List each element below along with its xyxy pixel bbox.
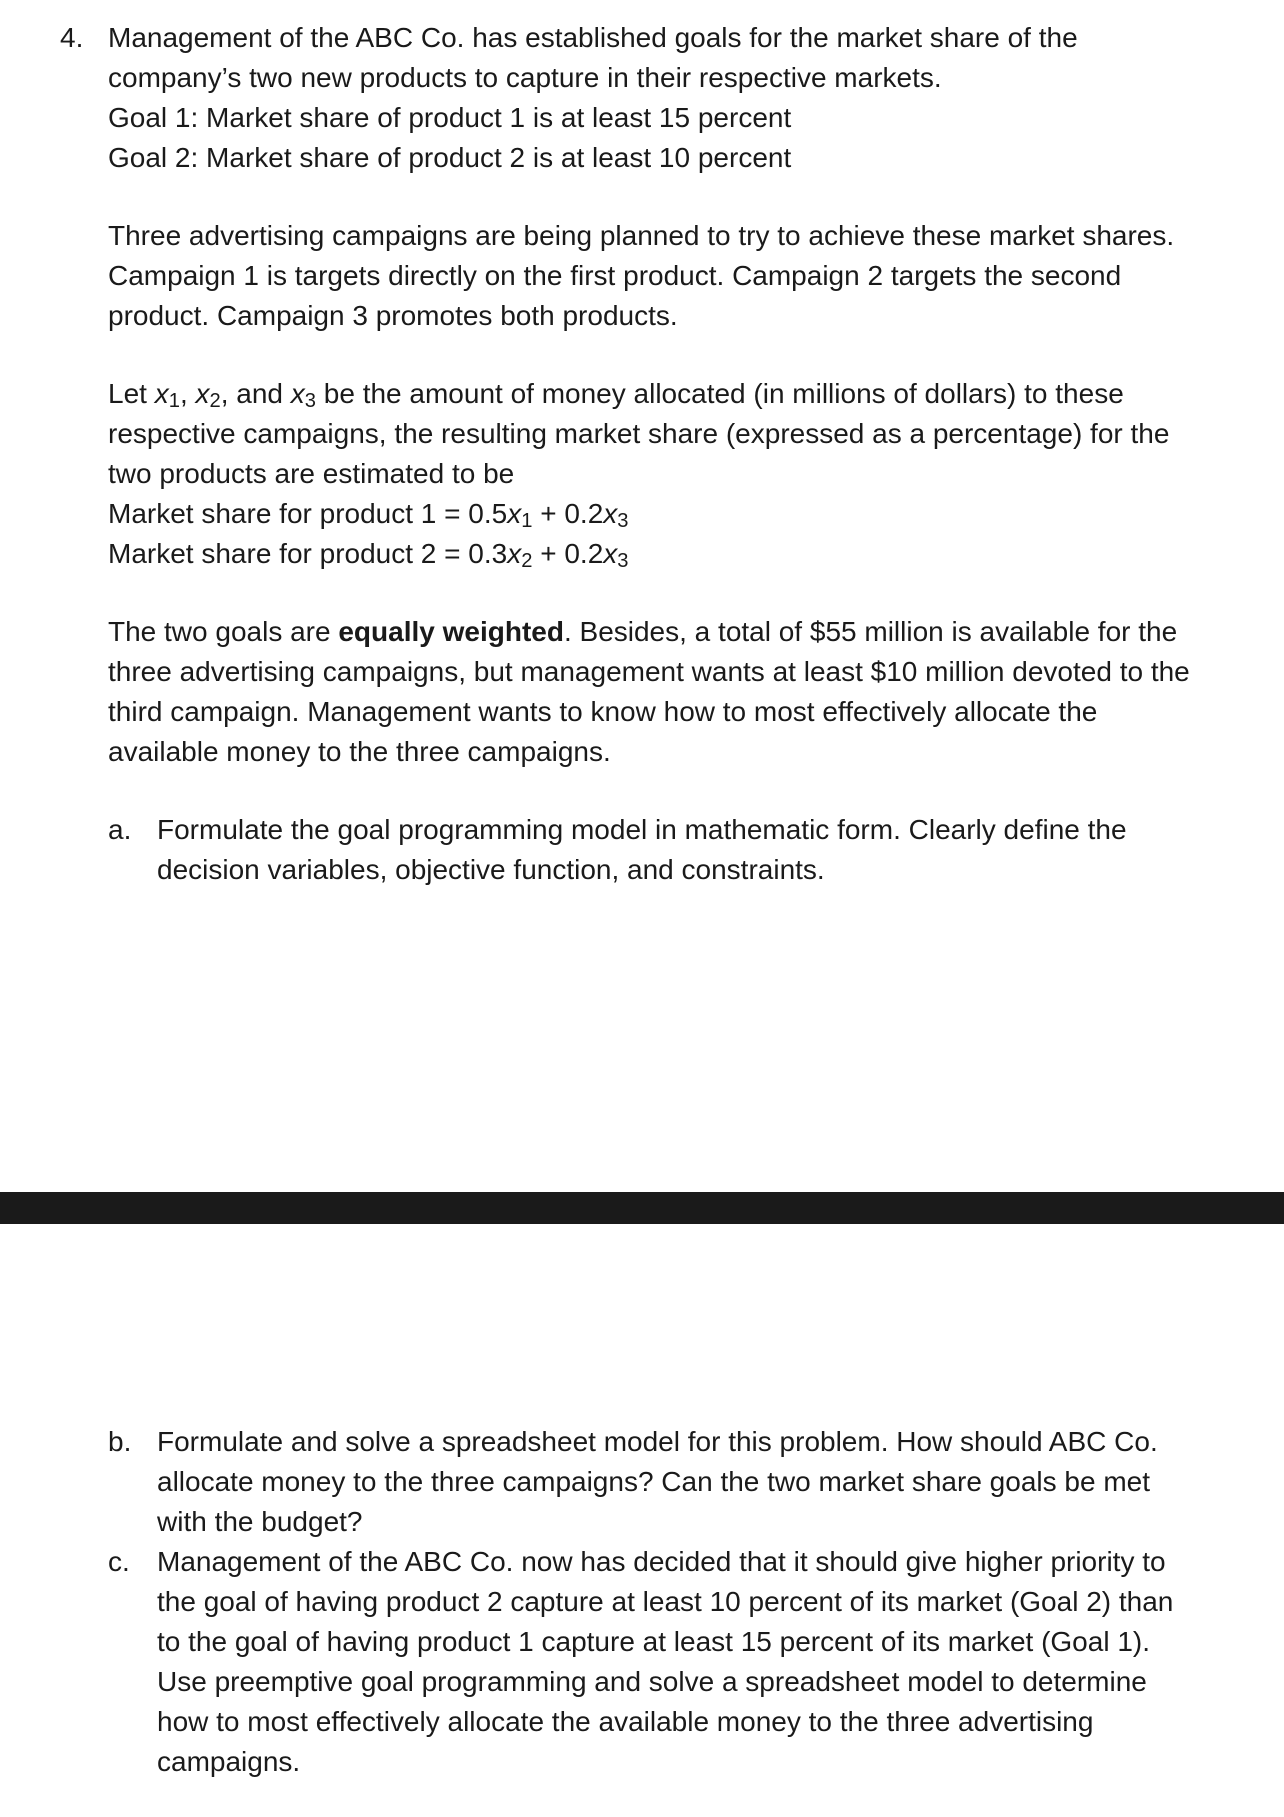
part-b-line-1: Formulate and solve a spreadsheet model for this problem. How should ABC Co. xyxy=(157,1426,1158,1457)
campaigns-line-2: Campaign 1 is targets directly on the first product. Campaign 2 targets the second xyxy=(108,260,1122,291)
formula-product-2 xyxy=(108,538,629,572)
part-c-line-2: the goal of having product 2 capture at least 10 percent of its market (Goal 2) than xyxy=(157,1586,1174,1617)
weights-pre: The two goals are xyxy=(108,616,339,647)
part-c-line-6: campaigns. xyxy=(157,1746,301,1777)
part-b-line-2: allocate money to the three campaigns? Can the two market share goals be met xyxy=(157,1466,1150,1497)
part-c-line-3: to the goal of having product 1 capture at least 15 percent of its market (Goal 1). xyxy=(157,1626,1151,1657)
campaigns-line-3: product. Campaign 3 promotes both products. xyxy=(108,300,678,331)
var-x3: x xyxy=(290,378,305,409)
formula-1-x3: x xyxy=(603,498,618,529)
sub-2: 2 xyxy=(209,389,221,412)
weights-line-1 xyxy=(108,618,1177,646)
formula-1-mid: + 0.2 xyxy=(532,498,604,529)
variables-tail: be the amount of money allocated (in millions of dollars) to these xyxy=(323,378,1124,409)
formula-1-x1: x xyxy=(507,498,522,529)
formula-2-label: Market share for product 2 = 0.3 xyxy=(108,538,508,569)
goal-1: Goal 1: Market share of product 1 is at least 15 percent xyxy=(108,102,792,133)
var-x2: x xyxy=(195,378,210,409)
variables-line-3: two products are estimated to be xyxy=(108,458,515,489)
var-x1: x xyxy=(154,378,169,409)
part-a-label: a. xyxy=(108,814,132,845)
formula-1-label: Market share for product 1 = 0.5 xyxy=(108,498,508,529)
comma-2: , xyxy=(220,378,229,409)
sub-1: 1 xyxy=(168,389,180,412)
intro-line-2: company’s two new products to capture in their respective markets. xyxy=(108,62,942,93)
formula-2-sub3: 3 xyxy=(617,549,629,572)
part-b-label: b. xyxy=(108,1426,132,1457)
variables-line-1 xyxy=(108,378,1124,412)
variables-line-2: respective campaigns, the resulting market share (expressed as a percentage) for the xyxy=(108,418,1170,449)
part-c-line-4: Use preemptive goal programming and solve a spreadsheet model to determine xyxy=(157,1666,1147,1697)
campaigns-line-1: Three advertising campaigns are being planned to try to achieve these market shares. xyxy=(108,220,1175,251)
part-c-line-1: Management of the ABC Co. now has decided that it should give higher priority to xyxy=(157,1546,1166,1577)
formula-1-sub3: 3 xyxy=(617,509,629,532)
equally-weighted: equally weighted xyxy=(338,616,564,647)
sub-3: 3 xyxy=(304,389,316,412)
goal-2: Goal 2: Market share of product 2 is at least 10 percent xyxy=(108,142,792,173)
weights-line-2: three advertising campaigns, but management wants at least $10 million devoted to the xyxy=(108,656,1190,687)
formula-2-x3: x xyxy=(603,538,618,569)
part-c-line-5: how to most effectively allocate the available money to the three advertising xyxy=(157,1706,1094,1737)
formula-2-x2: x xyxy=(507,538,522,569)
weights-line-3: third campaign. Management wants to know how to most effectively allocate the xyxy=(108,696,1098,727)
and-word: and xyxy=(236,378,283,409)
part-a-line-1: Formulate the goal programming model in mathematic form. Clearly define the xyxy=(157,814,1127,845)
comma-1: , xyxy=(179,378,188,409)
weights-post: . Besides, a total of $55 million is available for the xyxy=(563,616,1178,647)
divider-bar xyxy=(0,1192,1284,1224)
formula-product-1 xyxy=(108,498,629,532)
part-a-line-2: decision variables, objective function, and constraints. xyxy=(157,854,825,885)
part-b-line-3: with the budget? xyxy=(157,1506,363,1537)
formula-1-sub1: 1 xyxy=(521,509,533,532)
intro-line-1: Management of the ABC Co. has established goals for the market share of the xyxy=(108,22,1078,53)
let-word: Let xyxy=(108,378,147,409)
question-number: 4. xyxy=(60,22,84,53)
weights-line-4: available money to the three campaigns. xyxy=(108,736,611,767)
formula-2-sub2: 2 xyxy=(521,549,533,572)
part-c-label: c. xyxy=(108,1546,130,1577)
formula-2-mid: + 0.2 xyxy=(532,538,604,569)
